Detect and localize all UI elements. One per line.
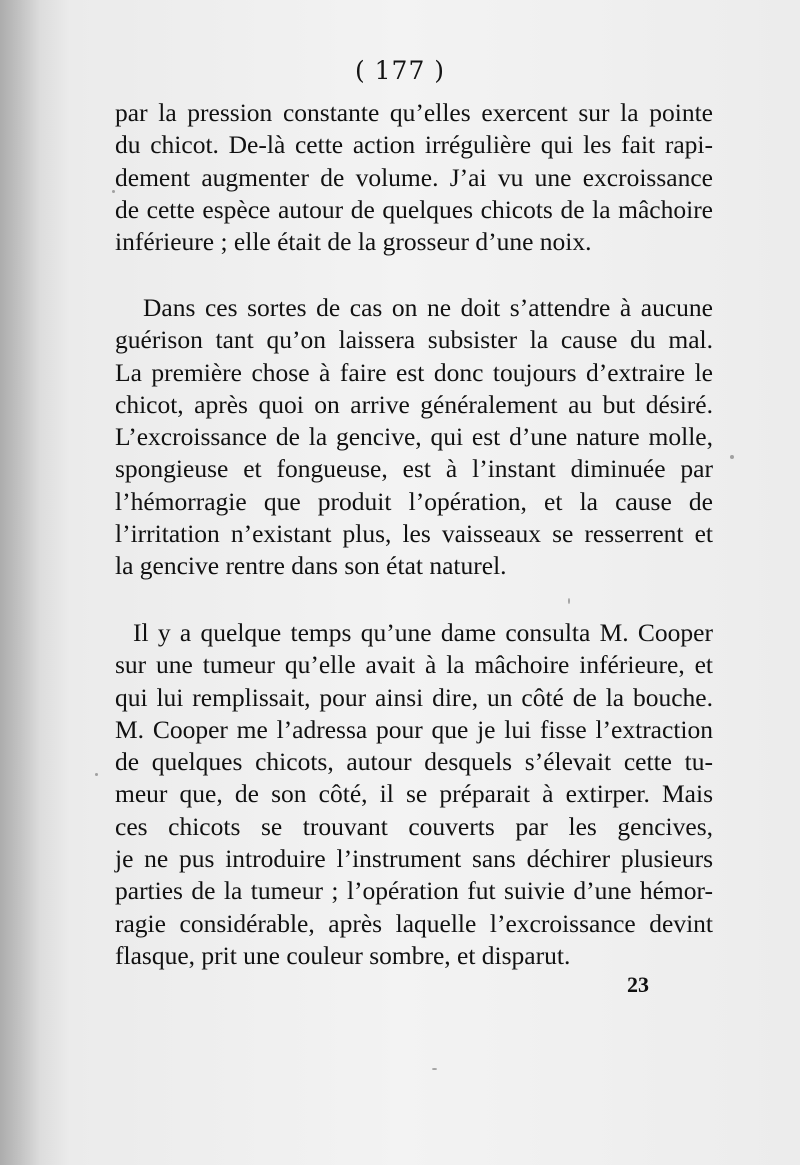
text-line: ragie considérable, après laquelle l’excroissance devint: [115, 908, 713, 938]
text-line: M. Cooper me l’adressa pour que je lui fisse l’extraction: [115, 714, 713, 744]
binding-shadow: [0, 0, 40, 1165]
text-line: Il y a quelque temps qu’une dame consulta M. Cooper: [133, 618, 713, 647]
text-line: La première chose à faire est donc toujours d’extraire le: [115, 357, 713, 387]
paragraph-2: [115, 292, 713, 583]
paper-speck: [432, 1068, 437, 1070]
text-line: meur que, de son côté, il se préparait à extirper. Mais: [115, 779, 713, 809]
text-line: de cette espèce autour de quelques chicots de la mâchoire: [115, 194, 713, 224]
page-number-header: ( 177 ): [354, 56, 446, 85]
paper-speck: [95, 773, 98, 776]
paper-speck: [112, 190, 115, 193]
signature-mark: 23: [627, 972, 649, 997]
text-line: l’irritation n’existant plus, les vaisseaux se resserrent et: [115, 519, 713, 549]
paragraph-3: [115, 617, 713, 972]
text-line: qui lui remplissait, pour ainsi dire, un côté de la bouche.: [115, 682, 713, 712]
text-line: chicot, après quoi on arrive généralement au but désiré.: [115, 389, 713, 419]
text-line: Dans ces sortes de cas on ne doit s’attendre à aucune: [143, 293, 713, 322]
paper-speck: [568, 598, 570, 604]
text-line: l’hémorragie que produit l’opération, et la cause de: [115, 486, 713, 516]
text-line: la gencive rentre dans son état naturel.: [115, 551, 507, 581]
text-line: du chicot. De-là cette action irrégulière qui les fait rapi-: [115, 130, 713, 160]
paragraph-1: [115, 97, 713, 258]
text-line: dement augmenter de volume. J’ai vu une excroissance: [115, 162, 713, 192]
text-line: spongieuse et fongueuse, est à l’instant diminuée par: [115, 454, 713, 484]
text-line: je ne pus introduire l’instrument sans déchirer plusieurs: [115, 844, 713, 874]
text-line: flasque, prit une couleur sombre, et disparut.: [115, 940, 571, 970]
paper-speck: [730, 455, 734, 459]
text-line: guérison tant qu’on laissera subsister la cause du mal.: [115, 325, 713, 355]
text-line: sur une tumeur qu’elle avait à la mâchoire inférieure, et: [115, 650, 713, 680]
text-line: de quelques chicots, autour desquels s’élevait cette tu-: [115, 747, 713, 777]
text-line: inférieure ; elle était de la grosseur d’une noix.: [115, 227, 592, 257]
text-line: L’excroissance de la gencive, qui est d’une nature molle,: [115, 422, 713, 452]
text-line: ces chicots se trouvant couverts par les gencives,: [115, 811, 713, 841]
text-line: par la pression constante qu’elles exercent sur la pointe: [115, 98, 713, 127]
text-line: parties de la tumeur ; l’opération fut suivie d’une hémor-: [115, 876, 713, 906]
